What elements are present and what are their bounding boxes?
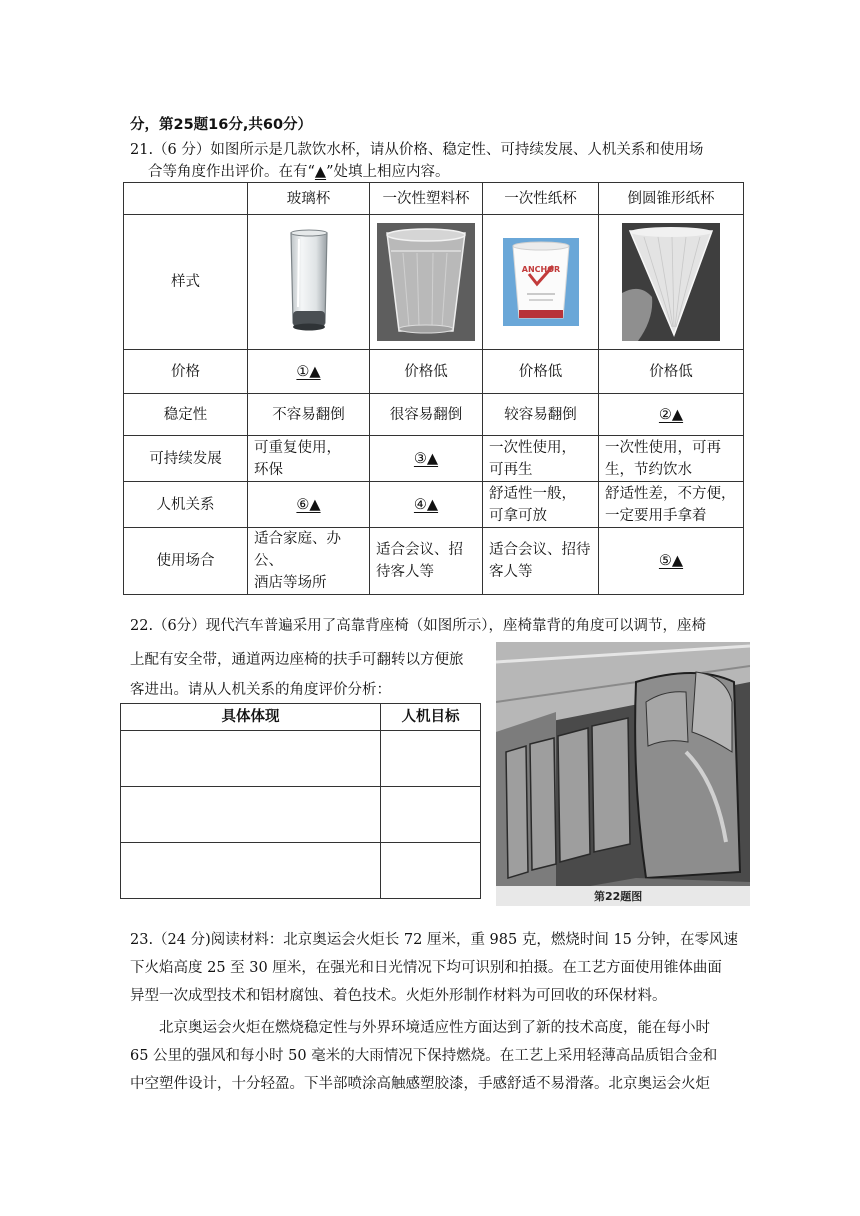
row-label-ergo: 人机关系	[124, 482, 248, 528]
col-cone: 倒圆锥形纸杯	[599, 183, 744, 215]
table-header-row	[121, 704, 481, 731]
table-row	[121, 843, 481, 899]
section-header: 分，第25题16分,共60分）	[130, 117, 313, 133]
cell-text: 一次性使用， 可再生	[483, 436, 599, 482]
answer-blank-6: ⑥▲	[296, 496, 321, 513]
cell-text: 价格低	[483, 350, 599, 394]
cell-text: 适合会议、招 待客人等	[370, 528, 483, 595]
q22-line1: 22.（6分）现代汽车普遍采用了高靠背座椅（如图所示），座椅靠背的角度可以调节，座椅	[130, 618, 707, 634]
col-paper: 一次性纸杯	[483, 183, 599, 215]
table-header-row	[124, 183, 744, 215]
figure-caption: 第22题图	[594, 890, 643, 903]
answer-blank-2: ②▲	[658, 406, 684, 423]
q21-line1: 21.（6 分）如图所示是几款饮水杯，请从价格、稳定性、可持续发展、人机关系和使用场	[130, 142, 704, 158]
seat-photo	[496, 642, 750, 906]
answer-blank-5: ⑤▲	[658, 553, 684, 569]
col-detail: 具体体现	[121, 704, 381, 731]
answer-cell[interactable]	[381, 843, 481, 899]
answer-cell[interactable]	[121, 843, 381, 899]
table-row	[121, 731, 481, 787]
cell-text: 价格低	[370, 350, 483, 394]
cone-cup-image	[599, 215, 744, 350]
cell-text: 适合家庭、办公、 酒店等场所	[248, 528, 370, 595]
table-row-usage	[124, 528, 744, 595]
q23-paragraph-1: 23.（24 分)阅读材料：北京奥运会火炬长 72 厘米，重 985 克，燃烧时间 15 分钟，在零风速 下火焰高度 25 至 30 厘米，在强光和日光情况下均可识别和拍摄。在工艺方面使用锥体曲面 异型一次成型技术和铝材腐蚀、着色技术。火炬外形制作材料为可回收的环保材料。	[130, 932, 739, 1004]
cell-text: 舒适性一般， 可拿可放	[483, 482, 599, 528]
cell-text: 价格低	[599, 350, 744, 394]
q22-table	[120, 703, 481, 899]
cell-text: 很容易翻倒	[370, 394, 483, 436]
table-row-sustain	[124, 436, 744, 482]
row-label-stability: 稳定性	[124, 394, 248, 436]
row-label-price: 价格	[124, 350, 248, 394]
col-plastic: 一次性塑料杯	[370, 183, 483, 215]
paper-cup-image	[483, 215, 599, 350]
table-row	[121, 787, 481, 843]
cell-text: 舒适性差，不方便， 一定要用手拿着	[599, 482, 744, 528]
cell-text: 不容易翻倒	[248, 394, 370, 436]
answer-cell[interactable]	[121, 787, 381, 843]
answer-cell[interactable]	[121, 731, 381, 787]
q21-line2: 合等角度作出评价。在有“▲”处填上相应内容。	[148, 164, 450, 180]
cell-text: 一次性使用，可再 生，节约饮水	[599, 436, 744, 482]
q22-line3: 客进出。请从人机关系的角度评价分析：	[130, 682, 391, 698]
q23-paragraph-2: 北京奥运会火炬在燃烧稳定性与外界环境适应性方面达到了新的技术高度，能在每小时 65 公里的强风和每小时 50 毫米的大雨情况下保持燃烧。在工艺上采用轻薄高品质铝合金和 中空塑件设计，十分轻盈。下半部喷涂高触感塑胶漆，手感舒适不易滑落。北京奥运会火炬	[130, 1020, 718, 1092]
answer-blank-4: ④▲	[413, 496, 439, 513]
table-row-stability	[124, 394, 744, 436]
answer-cell[interactable]	[381, 787, 481, 843]
answer-blank-1: ①▲	[296, 363, 321, 380]
q22-line2: 上配有安全带，通道两边座椅的扶手可翻转以方便旅	[130, 652, 464, 668]
answer-blank-3: ③▲	[413, 450, 439, 467]
answer-blank: ▲	[314, 164, 327, 180]
q21-table	[123, 182, 744, 595]
plastic-cup-image	[370, 215, 483, 350]
row-label-usage: 使用场合	[124, 528, 248, 595]
row-label-sustain: 可持续发展	[124, 436, 248, 482]
table-row-ergo	[124, 482, 744, 528]
cell-text: 可重复使用， 环保	[248, 436, 370, 482]
cup-logo-text: ANCHOR	[521, 265, 560, 274]
col-glass: 玻璃杯	[248, 183, 370, 215]
col-goal: 人机目标	[381, 704, 481, 731]
row-label-style: 样式	[124, 215, 248, 350]
glass-cup-image	[248, 215, 370, 350]
cell-text: 适合会议、招待 客人等	[483, 528, 599, 595]
cell-text: 较容易翻倒	[483, 394, 599, 436]
table-row-price	[124, 350, 744, 394]
answer-cell[interactable]	[381, 731, 481, 787]
table-row-style	[124, 215, 744, 350]
